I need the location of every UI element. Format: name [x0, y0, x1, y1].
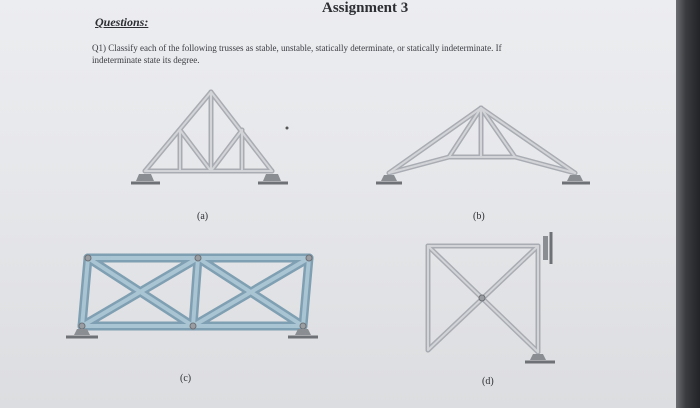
questions-heading: Questions: — [95, 15, 149, 29]
truss-c — [66, 255, 318, 337]
question-1-line-2: indeterminate state its degree. — [92, 55, 200, 65]
truss-d — [428, 232, 555, 362]
truss-a — [131, 92, 289, 183]
figure-label-d: (d) — [482, 376, 494, 387]
question-1-line-1: Q1) Classify each of the following trusses as stable, unstable, statically determinate, or statically indeterminate. If — [92, 43, 502, 53]
figure-label-a: (a) — [197, 211, 209, 222]
truss-b — [376, 108, 590, 183]
assignment-title: Assignment 3 — [322, 0, 409, 16]
figure-label-b: (b) — [473, 211, 485, 222]
figure-label-c: (c) — [180, 373, 192, 384]
